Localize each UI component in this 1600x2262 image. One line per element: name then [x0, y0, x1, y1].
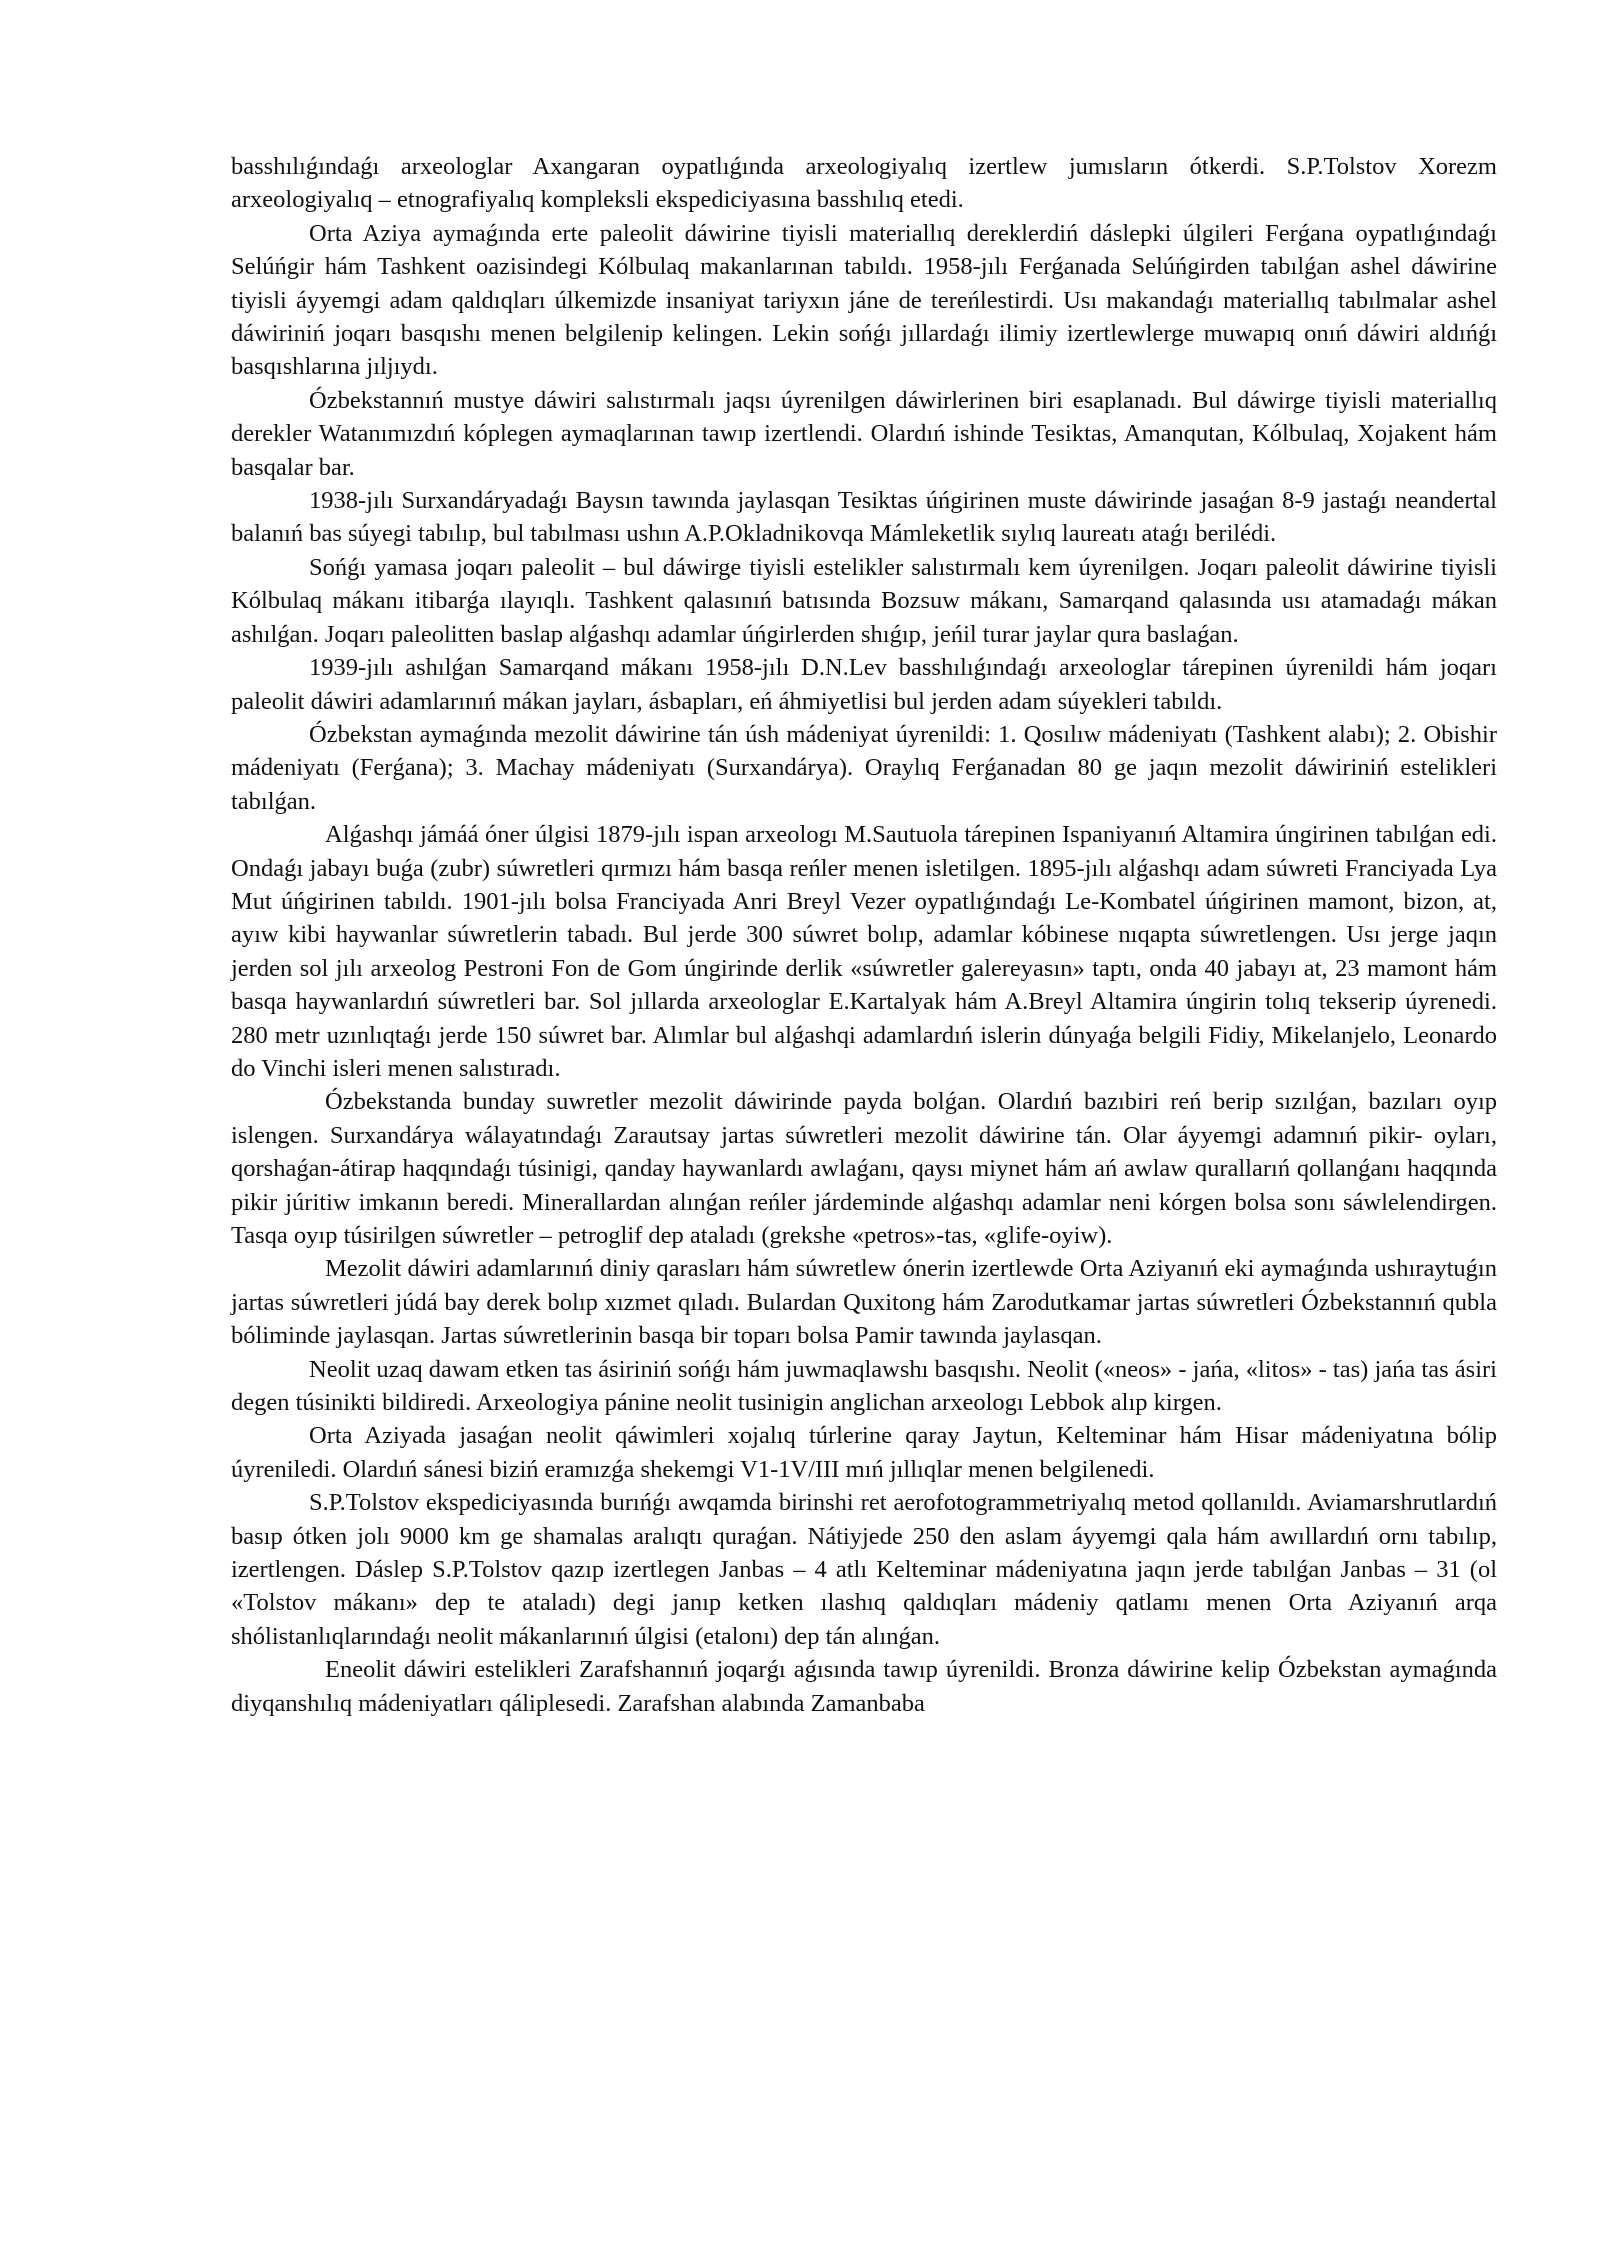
paragraph-altamira: Alǵashqı jámáá óner úlgisi 1879-jılı ispan arxeologı M.Sautuola tárepinen Ispaniyanıń Altamira úngirinen tabılǵan edi. Ondaǵı jabayı buǵa (zubr) súwretleri qırmızı hám basqa reńler menen isletilgen. 1895-jılı alǵashqı adam súwreti Franciyada Lya Mut úńgirinen tabıldı. 1901-jılı bolsa Franciyada Anri Breyl Vezer oypatlıǵındaǵı Le-Kombatel úńgirinen mamont, bizon, at, ayıw kibi haywanlar súwretlerin tabadı. Bul jerde 300 súwret bolıp, adamlar kóbinese nıqapta súwretlengen. Usı jerge jaqın jerden sol jılı arxeolog Pestroni Fon de Gom úngirinde derlik «súwretler galereyasın» taptı, onda 40 jabayı at, 23 mamont hám basqa haywanlardıń súwretleri bar. Sol jıllarda arxeologlar E.Kartalyak hám A.Breyl Altamira úngirin tolıq tekserip úyrenedi. 280 metr uzınlıqtaǵı jerde 150 súwret bar. Alımlar bul alǵashqi adamlardıń islerin dúnyaǵa belgili Fidiy, Mikelanjelo, Leonardo do Vinchi isleri menen salıstıradı. [231, 821, 1497, 1082]
paragraph-eneolithic: Eneolit dáwiri estelikleri Zarafshannıń joqarǵı aǵısında tawıp úyrenildi. Bronza dáwirine kelip Ózbekstan aymaǵında diyqanshılıq mádeniyatları qáliplesedi. Zarafshan alabında Zamanbaba [231, 1656, 1497, 1717]
paragraph-samarqand-site: 1939-jılı ashılǵan Samarqand mákanı 1958-jılı D.N.Lev basshılıǵındaǵı arxeologlar tárepinen úyrenildi hám joqarı paleolit dáwiri adamlarınıń mákan jayları, ásbapları, eń áhmiyetlisi bul jerden adam súyekleri tabıldı. [231, 654, 1497, 715]
paragraph-mousterian: Ózbekstannıń mustye dáwiri salıstırmalı jaqsı úyrenilgen dáwirlerinen biri esaplanadı. Bul dáwirge tiyisli materiallıq derekler Watanımızdıń kóplegen aymaqlarınan tawıp izertlendi. Olardıń ishinde Tesiktas, Amanqutan, Kólbulaq, Xojakent hám basqalar bar. [231, 386, 1497, 481]
paragraph-continuation: basshılıǵındaǵı arxeologlar Axangaran oypatlıǵında arxeologiyalıq izertlew jumısların ótkerdi. S.P.Tolstov Xorezm arxeologiyalıq – etnografiyalıq kompleksli ekspediciyasına basshılıq etedi. [231, 153, 1497, 214]
paragraph-rock-paintings: Ózbekstanda bunday suwretler mezolit dáwirinde payda bolǵan. Olardıń bazıbiri reń berip sızılǵan, bazıları oyıp islengen. Surxandárya wálayatındaǵı Zarautsay jartas súwretleri mezolit dáwirine tán. Olar áyyemgi adamnıń pikir- oyları, qorshaǵan-átirap haqqındaǵı túsinigi, qanday haywanlardı awlaǵanı, qaysı miynet hám ań awlaw qurallarıń qollanǵanı haqqında pikir júritiw imkanın beredi. Minerallardan alınǵan reńler járdeminde alǵashqı adamlar neni kórgen bolsa sonı sáwlelendirgen. Tasqa oyıp túsirilgen súwretler – petroglif dep ataladı (grekshe «petros»-tas, «glife-oyiw). [231, 1088, 1497, 1249]
paragraph-mesolithic-cultures: Ózbekstan aymaǵında mezolit dáwirine tán úsh mádeniyat úyrenildi: 1. Qosılıw mádeniyatı (Tashkent alabı); 2. Obishir mádeniyatı (Ferǵana); 3. Machay mádeniyatı (Surxandárya). Oraylıq Ferǵanadan 80 ge jaqın mezolit dáwiriniń estelikleri tabılǵan. [231, 720, 1497, 815]
paragraph-tolstov-expedition: S.P.Tolstov ekspediciyasında burıńǵı awqamda birinshi ret aerofotogrammetriyalıq metod qollanıldı. Aviamarshrutlardıń basıp ótken jolı 9000 km ge shamalas aralıqtı quraǵan. Nátiyjede 250 den aslam áyyemgi qala hám awıllardıń ornı tabılıp, izertlengen. Dáslep S.P.Tolstov qazıp izertlegen Janbas – 4 atlı Kelteminar mádeniyatına jaqın jerde tabılǵan Janbas – 31 (ol «Tolstov mákanı» dep te ataladı) degi janıp ketken ılashıq qaldıqları mádeniy qatlamı menen Orta Aziyanıń arqa shólistanlıqlarındaǵı neolit mákanlarınıń úlgisi (etalonı) dep tán alınǵan. [231, 1489, 1497, 1650]
document-page [231, 150, 1497, 1720]
paragraph-neolithic-tribes: Orta Aziyada jasaǵan neolit qáwimleri xojalıq túrlerine qaray Jaytun, Kelteminar hám Hisar mádeniyatına bólip úyreniledi. Olardıń sánesi biziń eramızǵa shekemgi V1-1V/III mıń jıllıqlar menen belgilenedi. [231, 1422, 1497, 1483]
paragraph-upper-paleolithic: Sońǵı yamasa joqarı paleolit – bul dáwirge tiyisli estelikler salıstırmalı kem úyrenilgen. Joqarı paleolit dáwirine tiyisli Kólbulaq mákanı itibarǵa ılayıqlı. Tashkent qalasınıń batısında Bozsuw mákanı, Samarqand qalasında usı atamadaǵı mákan ashılǵan. Joqarı paleolitten baslap alǵashqı adamlar úńgirlerden shıǵıp, jeńil turar jaylar qura baslaǵan. [231, 553, 1497, 648]
paragraph-tesiktas: 1938-jılı Surxandáryadaǵı Baysın tawında jaylasqan Tesiktas úńgirinen muste dáwirinde jasaǵan 8-9 jastaǵı neandertal balanıń bas súyegi tabılıp, bul tabılması ushın A.P.Okladnikovqa Mámleketlik sıylıq laureatı ataǵı berilédi. [231, 487, 1497, 548]
paragraph-neolithic: Neolit uzaq dawam etken tas ásiriniń sońǵı hám juwmaqlawshı basqıshı. Neolit («neos» - jańa, «litos» - tas) jańa tas ásiri degen túsinikti bildiredi. Arxeologiya pánine neolit tusinigin anglichan arxeologı Lebbok alıp kirgen. [231, 1355, 1497, 1417]
paragraph-mesolithic-beliefs: Mezolit dáwiri adamlarınıń diniy qarasları hám súwretlew ónerin izertlewde Orta Aziyanıń eki aymaǵında ushıraytuǵın jartas súwretleri júdá bay derek bolıp xızmet qıladı. Bulardan Quxitong hám Zarodutkamar jartas súwretleri Ózbekstannıń qubla bóliminde jaylasqan. Jartas súwretlerinin basqa bir toparı bolsa Pamir tawında jaylasqan. [231, 1255, 1497, 1350]
paragraph-early-paleolithic: Orta Aziya aymaǵında erte paleolit dáwirine tiyisli materiallıq dereklerdiń dáslepki úlgileri Ferǵana oypatlıǵındaǵı Selúńgir hám Tashkent oazisindegi Kólbulaq makanlarınan tabıldı. 1958-jılı Ferǵanada Selúńgirden tabılǵan ashel dáwirine tiyisli áyyemgi adam qaldıqları úlkemizde insaniyat tariyxın jáne de tereńlestirdi. Usı makandaǵı materiallıq tabılmalar ashel dáwiriniń joqarı basqıshı menen belgilenip kelingen. Lekin sońǵı jıllardaǵı ilimiy izertlewlerge muwapıq onıń dáwiri aldıńǵı basqıshlarına jıljıydı. [231, 219, 1497, 381]
